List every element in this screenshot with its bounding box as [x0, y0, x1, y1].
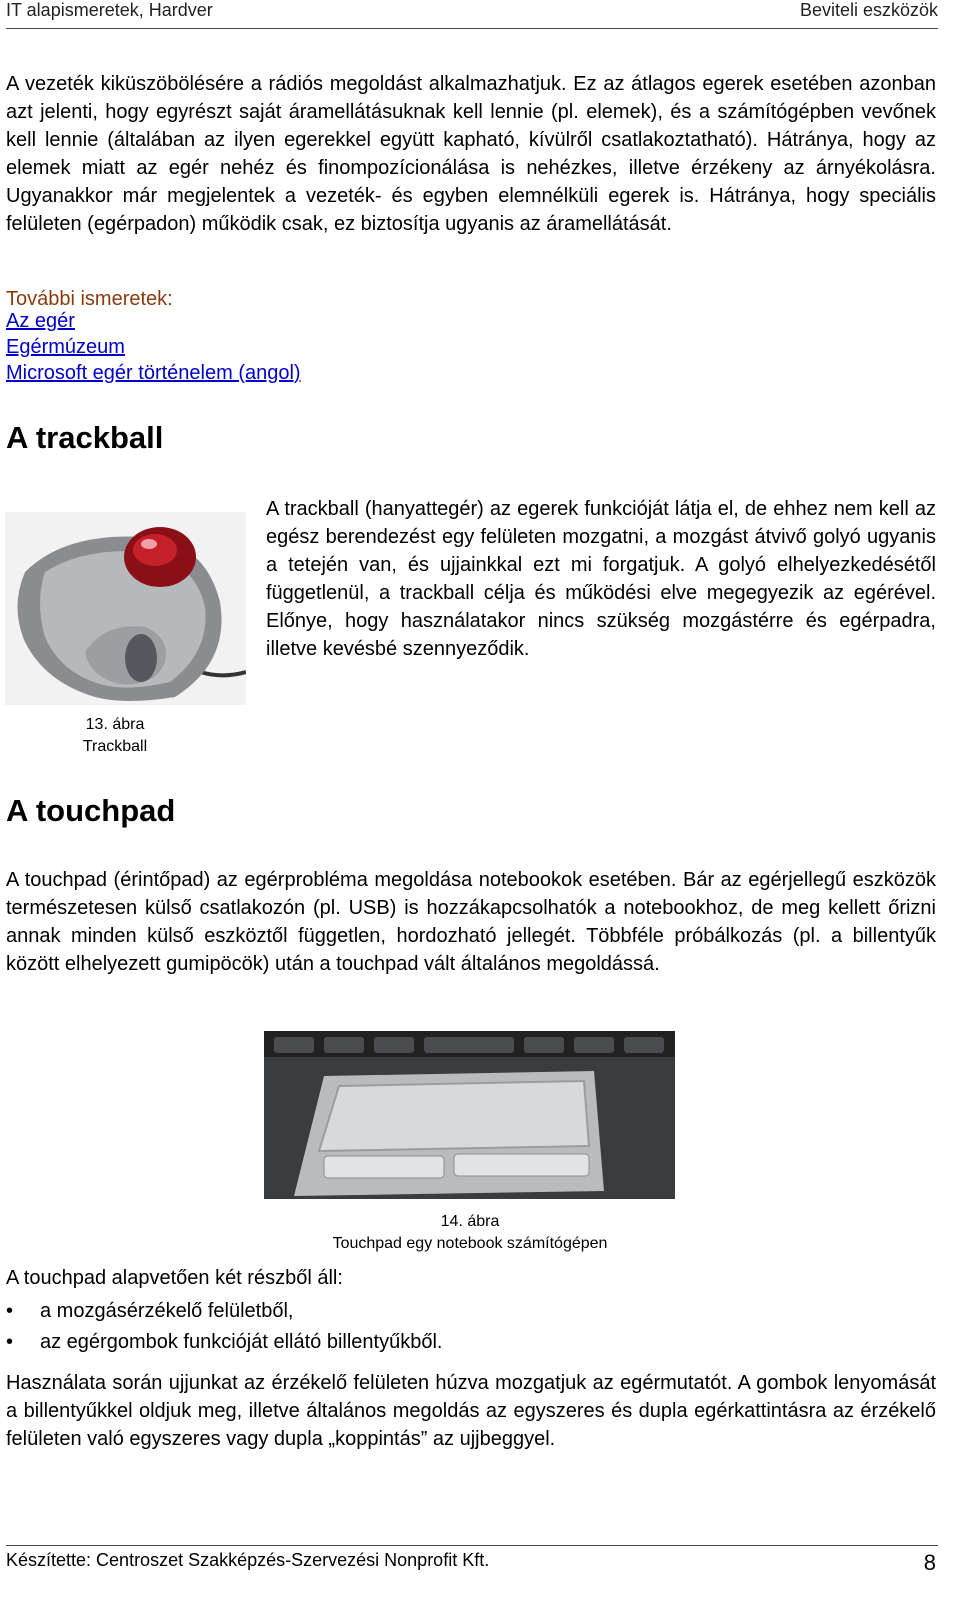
- more-links: [6, 308, 301, 386]
- touchpad-figure-caption: [300, 1211, 640, 1255]
- list-item: [0, 1327, 442, 1358]
- trackball-heading: A trackball: [6, 420, 164, 455]
- link-az-eger[interactable]: Az egér: [6, 310, 75, 332]
- link-egermuzeum[interactable]: Egérmúzeum: [6, 336, 125, 358]
- bullet-icon: •: [6, 1331, 14, 1353]
- trackball-text: A trackball (hanyattegér) az egerek funkcióját látja el, de ehhez nem kell az egész berendezést egy felületen mozgatni, a mozgást átvivő golyó ugyanis a tetején van, és ujjainkkal ezt mi forgatjuk. A golyó elhelyezkedésétől függetlenül, a trackball célja és működési elve megegyezik az egérével. Előnye, hogy használatakor nincs szükség mozgástérre és egérpadra, illetve kevésbé szennyeződik.: [266, 498, 936, 660]
- trackball-figure-caption: [70, 714, 160, 758]
- intro-paragraph: A vezeték kiküszöbölésére a rádiós megoldást alkalmazhatjuk. Ez az átlagos egerek esetében azonban azt jelenti, hogy egyrészt saját áramellátásuknak kell lennie (pl. elemek), és a számítógépben vevőnek kell lennie (általában az ilyen egerekkel együtt kapható, kívülről csatlakoztatható). Hátránya, hogy az elemek miatt az egér nehéz és finompozícionálása is nehézkes, illetve érzékeny az árnyékolásra. Ugyanakkor már megjelentek a vezeték- és egyben elemnélküli egerek is. Hátránya, hogy speciális felületen (egérpadon) működik csak, ez biztosítja ugyanis az áramellátását.: [6, 73, 936, 235]
- trackball-image: [5, 512, 246, 705]
- trackball-figure-number: 13. ábra: [85, 716, 145, 733]
- list-item: [0, 1296, 442, 1327]
- touchpad-figure-label: Touchpad egy notebook számítógépen: [332, 1235, 608, 1252]
- list-item-text: a mozgásérzékelő felületből,: [40, 1300, 294, 1322]
- footer-rule: [6, 1545, 938, 1546]
- touchpad-image: [264, 1031, 675, 1199]
- page-number: 8: [923, 1550, 936, 1575]
- bullet-icon: •: [6, 1300, 14, 1322]
- touchpad-figure-number: 14. ábra: [440, 1213, 500, 1230]
- header-rule: [6, 28, 938, 29]
- list-item-text: az egérgombok funkcióját ellátó billentyűkből.: [40, 1331, 443, 1353]
- trackball-figure-label: Trackball: [82, 738, 148, 755]
- page-header: [6, 0, 938, 26]
- header-left: IT alapismeretek, Hardver: [6, 0, 213, 20]
- touchpad-usage-text: Használata során ujjunkat az érzékelő felületen húzva mozgatjuk az egérmutatót. A gombok lenyomását a billentyűkkel oldjuk meg, illetve általános megoldás az egyszeres és dupla egérkattintásra az érzékelő felületen való egyszeres vagy dupla „koppintás” az ujjbeggyel.: [6, 1372, 936, 1450]
- touchpad-heading: A touchpad: [6, 793, 176, 828]
- header-right: Beviteli eszközök: [799, 0, 938, 20]
- more-title: További ismeretek:: [6, 288, 173, 310]
- link-microsoft-eger[interactable]: Microsoft egér történelem (angol): [6, 362, 301, 384]
- touchpad-list-intro: A touchpad alapvetően két részből áll:: [6, 1267, 343, 1289]
- touchpad-parts-list: [0, 1296, 442, 1358]
- touchpad-text: A touchpad (érintőpad) az egérprobléma megoldása notebookok esetében. Bár az egérjellegű eszközök természetesen külső csatlakozón (pl. USB) is hozzákapcsolhatók a notebookhoz, de meg kellett őrizni annak minden külső eszköztől független, hordozható jellegét. Többféle próbálkozás (pl. a billentyűk között elhelyezett gumipöcök) után a touchpad vált általános megoldássá.: [6, 869, 936, 975]
- footer-text: Készítette: Centroszet Szakképzés-Szervezési Nonprofit Kft.: [6, 1550, 490, 1570]
